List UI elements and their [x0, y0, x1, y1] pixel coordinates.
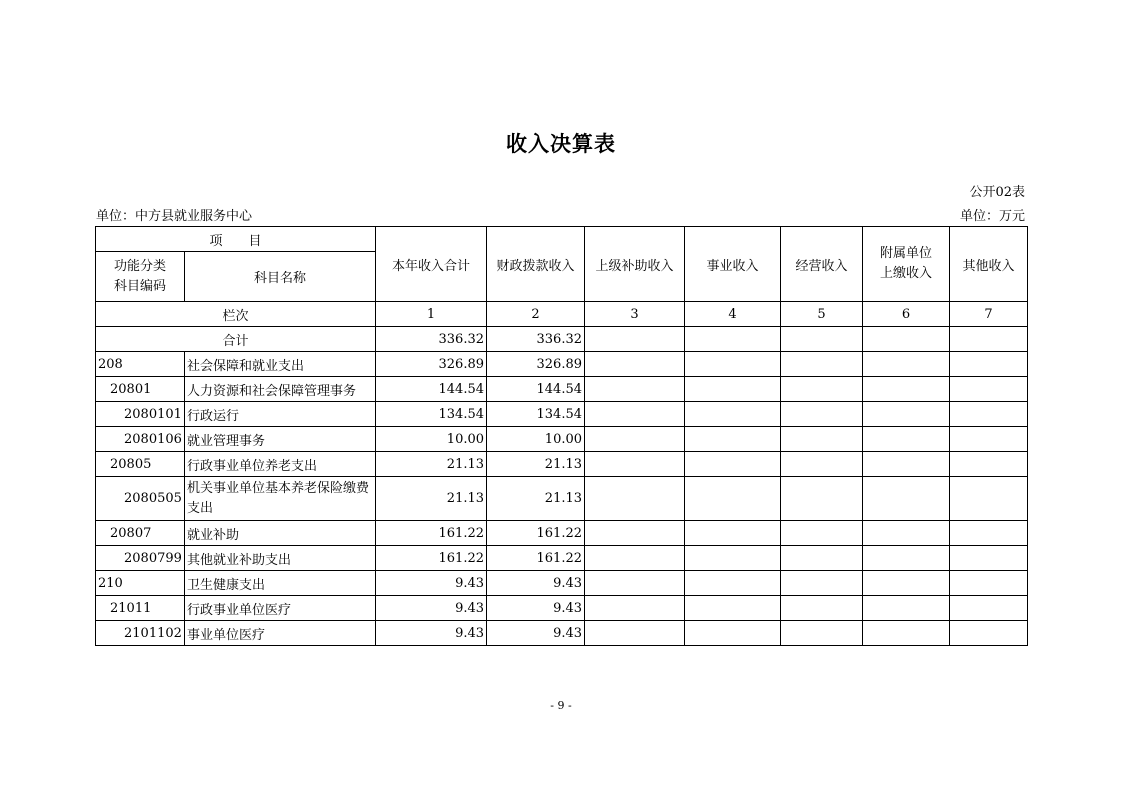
header-project: 项 目 — [96, 227, 376, 252]
row-fiscal: 144.54 — [487, 377, 585, 402]
row-empty-cell — [585, 402, 685, 427]
header-col-affiliated-line1: 附属单位 — [880, 246, 933, 261]
row-code: 2080106 — [96, 427, 185, 452]
row-empty-cell — [585, 521, 685, 546]
row-code: 20801 — [96, 377, 185, 402]
row-empty-cell — [585, 352, 685, 377]
table-row — [96, 621, 1028, 646]
row-empty-cell — [585, 427, 685, 452]
row-empty-cell — [863, 621, 950, 646]
unit-currency: 单位：万元 — [959, 209, 1025, 224]
row-name: 就业管理事务 — [185, 427, 376, 452]
row-total: 161.22 — [376, 521, 487, 546]
row-empty-cell — [781, 452, 863, 477]
row-total: 21.13 — [376, 477, 487, 521]
form-number: 公开02表 — [969, 185, 1025, 200]
row-name: 人力资源和社会保障管理事务 — [185, 377, 376, 402]
header-col-affiliated-line2: 上缴收入 — [880, 266, 933, 281]
row-code: 2101102 — [96, 621, 185, 646]
row-fiscal: 134.54 — [487, 402, 585, 427]
row-code: 20805 — [96, 452, 185, 477]
row-empty-cell — [781, 477, 863, 521]
row-empty-cell — [781, 546, 863, 571]
row-empty-cell — [950, 352, 1028, 377]
page-title: 收入决算表 — [506, 132, 616, 156]
row-fiscal: 161.22 — [487, 546, 585, 571]
row-empty-cell — [685, 452, 781, 477]
row-empty-cell — [950, 596, 1028, 621]
row-total: 161.22 — [376, 546, 487, 571]
row-empty-cell — [781, 352, 863, 377]
column-no-5: 5 — [781, 302, 863, 327]
row-empty-cell — [585, 546, 685, 571]
row-total: 21.13 — [376, 452, 487, 477]
row-total: 326.89 — [376, 352, 487, 377]
header-col-operating: 经营收入 — [781, 227, 863, 302]
row-empty-cell — [685, 402, 781, 427]
row-empty-cell — [585, 596, 685, 621]
row-code: 208 — [96, 352, 185, 377]
row-fiscal: 326.89 — [487, 352, 585, 377]
row-code: 21011 — [96, 596, 185, 621]
row-fiscal: 21.13 — [487, 452, 585, 477]
row-name: 就业补助 — [185, 521, 376, 546]
row-fiscal: 9.43 — [487, 596, 585, 621]
row-total: 10.00 — [376, 427, 487, 452]
total-row-affiliated — [863, 327, 950, 352]
row-empty-cell — [685, 621, 781, 646]
row-empty-cell — [863, 377, 950, 402]
row-code: 2080799 — [96, 546, 185, 571]
row-empty-cell — [950, 571, 1028, 596]
row-total: 9.43 — [376, 596, 487, 621]
row-empty-cell — [781, 621, 863, 646]
total-row-total: 336.32 — [376, 327, 487, 352]
table-row — [96, 452, 1028, 477]
row-empty-cell — [685, 596, 781, 621]
row-empty-cell — [585, 621, 685, 646]
table-row — [96, 521, 1028, 546]
row-empty-cell — [950, 452, 1028, 477]
table-row — [96, 377, 1028, 402]
total-row-fiscal: 336.32 — [487, 327, 585, 352]
column-no-3: 3 — [585, 302, 685, 327]
row-empty-cell — [950, 521, 1028, 546]
row-empty-cell — [781, 427, 863, 452]
row-empty-cell — [950, 546, 1028, 571]
row-fiscal: 10.00 — [487, 427, 585, 452]
row-empty-cell — [781, 402, 863, 427]
row-empty-cell — [863, 452, 950, 477]
column-no-1: 1 — [376, 302, 487, 327]
row-empty-cell — [585, 571, 685, 596]
table-row — [96, 352, 1028, 377]
row-empty-cell — [585, 477, 685, 521]
row-empty-cell — [685, 352, 781, 377]
row-empty-cell — [863, 352, 950, 377]
row-empty-cell — [863, 477, 950, 521]
row-empty-cell — [950, 377, 1028, 402]
row-empty-cell — [685, 571, 781, 596]
row-empty-cell — [685, 377, 781, 402]
row-empty-cell — [863, 546, 950, 571]
row-name: 行政运行 — [185, 402, 376, 427]
column-no-6: 6 — [863, 302, 950, 327]
row-empty-cell — [950, 427, 1028, 452]
table-row — [96, 596, 1028, 621]
row-empty-cell — [863, 571, 950, 596]
row-empty-cell — [585, 452, 685, 477]
row-empty-cell — [950, 477, 1028, 521]
table-row — [96, 427, 1028, 452]
row-name: 卫生健康支出 — [185, 571, 376, 596]
header-col-total: 本年收入合计 — [376, 227, 487, 302]
header-func-code — [96, 252, 185, 302]
row-empty-cell — [863, 521, 950, 546]
row-total: 144.54 — [376, 377, 487, 402]
row-empty-cell — [863, 402, 950, 427]
row-empty-cell — [781, 571, 863, 596]
header-col-superior: 上级补助收入 — [585, 227, 685, 302]
row-name: 事业单位医疗 — [185, 621, 376, 646]
row-fiscal: 9.43 — [487, 571, 585, 596]
unit-organization: 单位：中方县就业服务中心 — [96, 209, 253, 224]
row-name: 社会保障和就业支出 — [185, 352, 376, 377]
row-empty-cell — [685, 521, 781, 546]
total-row-other — [950, 327, 1028, 352]
table-row — [96, 546, 1028, 571]
row-code: 20807 — [96, 521, 185, 546]
row-empty-cell — [781, 596, 863, 621]
header-col-affiliated — [863, 227, 950, 302]
row-code: 2080505 — [96, 477, 185, 521]
row-name: 其他就业补助支出 — [185, 546, 376, 571]
column-no-2: 2 — [487, 302, 585, 327]
row-total: 134.54 — [376, 402, 487, 427]
row-fiscal: 161.22 — [487, 521, 585, 546]
header-func-code-line2: 科目编码 — [113, 278, 166, 294]
total-row-superior — [585, 327, 685, 352]
column-no-7: 7 — [950, 302, 1028, 327]
page-number: - 9 - — [550, 699, 572, 712]
header-func-code-line1: 功能分类 — [113, 258, 166, 274]
row-empty-cell — [863, 427, 950, 452]
total-row-operating — [781, 327, 863, 352]
row-name: 机关事业单位基本养老保险缴费支出 — [185, 477, 376, 521]
table-row — [96, 477, 1028, 521]
row-name: 行政事业单位养老支出 — [185, 452, 376, 477]
column-no-4: 4 — [685, 302, 781, 327]
row-empty-cell — [585, 377, 685, 402]
row-empty-cell — [781, 521, 863, 546]
row-fiscal: 9.43 — [487, 621, 585, 646]
row-empty-cell — [950, 621, 1028, 646]
row-empty-cell — [950, 402, 1028, 427]
header-col-business: 事业收入 — [685, 227, 781, 302]
header-col-fiscal: 财政拨款收入 — [487, 227, 585, 302]
income-table — [95, 226, 1028, 646]
row-empty-cell — [685, 427, 781, 452]
row-empty-cell — [863, 596, 950, 621]
row-empty-cell — [685, 546, 781, 571]
row-total: 9.43 — [376, 571, 487, 596]
row-total: 9.43 — [376, 621, 487, 646]
row-code: 210 — [96, 571, 185, 596]
total-row-label: 合计 — [96, 327, 376, 352]
row-empty-cell — [685, 477, 781, 521]
row-name: 行政事业单位医疗 — [185, 596, 376, 621]
header-col-other: 其他收入 — [950, 227, 1028, 302]
row-empty-cell — [781, 377, 863, 402]
column-no-label: 栏次 — [96, 302, 376, 327]
total-row-business — [685, 327, 781, 352]
table-row — [96, 402, 1028, 427]
row-code: 2080101 — [96, 402, 185, 427]
row-fiscal: 21.13 — [487, 477, 585, 521]
table-row — [96, 571, 1028, 596]
header-subject-name: 科目名称 — [185, 252, 376, 302]
